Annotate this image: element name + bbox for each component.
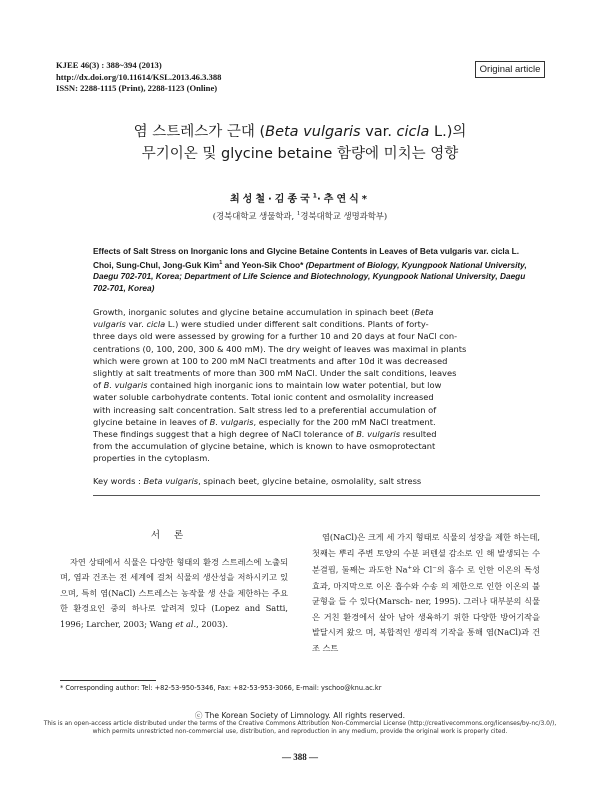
abstract-line: properties in the cytoplasm. [93, 453, 210, 464]
english-title-block [93, 246, 540, 294]
body-text: 남아 생육하기 위한 다양한 방어기작을 발달시켜 왔으 [312, 611, 540, 638]
body-text: (Lopez and Satti, 1996; Larcher, 2003; Wang [60, 603, 288, 629]
author-list [60, 190, 540, 205]
abstract-text: resulted [400, 429, 437, 440]
keywords-species: Beta vulgaris [143, 476, 199, 486]
abstract-line: three days old were assessed by growing for a further 10 and 20 days at four NaCl con- [93, 331, 458, 342]
author-name: 최성철 [230, 194, 268, 205]
affiliation-marker: 1 [312, 192, 317, 200]
abstract-species: Beta [414, 307, 434, 317]
author-separator: · [267, 194, 275, 205]
corresponding-author-footnote: * Corresponding author: Tel: +82-53-950-5346, Fax: +82-53-953-3066, E-mail: yschoo@knu.ac.kr [60, 684, 382, 692]
license-block [0, 712, 600, 737]
body-text: 자연 상태에서 식물은 다양한 형태의 환경 스트레스에 [70, 557, 262, 567]
affiliation-text: 경북대학교 생명과학부) [300, 211, 388, 221]
body-text: 해 발생되는 수분결핍, 둘째는 과도한 Na [312, 547, 540, 575]
body-text: 산을 제한하는 주요한 환경요인 중의 하나로 알려져 있다 [60, 587, 288, 614]
abstract-text: , especially for the 200 mM NaCl treatment. [253, 416, 436, 427]
affiliation-text: (경북대학교 생물학과, [212, 211, 297, 221]
abstract-species: B. vulgaris [209, 416, 254, 427]
article-type-badge: Original article [475, 61, 545, 78]
abstract-line: with increasing salt concentration. Salt stress led to a preferential accumulation of [93, 404, 437, 415]
abstract-text: Growth, inorganic solutes and glycine betaine accumulation in spinach beet ( [93, 307, 415, 317]
abstract-line: slightly at salt treatments of more than 300 mM NaCl. Under the salt conditions, leaves [93, 368, 457, 379]
body-text: 의 제한으로 인한 이온의 불균형을 들 수 있다(Marsch- [312, 580, 540, 607]
body-text: , 2003). [196, 618, 228, 629]
journal-doi[interactable]: http://dx.doi.org/10.11614/KSL.2013.46.3.388 [56, 71, 222, 82]
body-text: 노출되며, 염과 건조는 전 세계에 걸쳐 식물의 생산성을 [60, 557, 288, 583]
page-number: — 388 — [282, 752, 318, 762]
affiliation-marker: 1 [219, 259, 223, 266]
keywords [93, 476, 540, 486]
author-name: 김종국 [274, 194, 313, 205]
abstract-text: L.) were studied under different salt conditions. Plants of forty- [165, 319, 429, 330]
ion-charge: − [432, 565, 437, 572]
abstract-text: var. [125, 319, 147, 330]
english-affiliation: (Department of Biology, Kyungpook National University, Daegu 702-701, Korea; [93, 259, 527, 281]
copyright-notice: ⓒ The Korean Society of Limnology. All rights reserved. [194, 711, 406, 720]
body-column-left [60, 555, 288, 632]
abstract-line: from the accumulation of glycine betaine, which is known to have osmoprotectant [93, 441, 436, 452]
abstract-species: B. vulgaris [103, 380, 148, 391]
abstract-species: vulgaris [93, 319, 126, 330]
journal-citation: KJEE 46(3) : 388~394 (2013) [56, 60, 162, 70]
abstract-text: contained high inorganic ions to maintain low water potential, but low [147, 380, 442, 391]
title-text: 염 스트레스가 근대 ( [133, 124, 266, 140]
license-text: This is an open-access article distributed under the terms of the Creative Commons Attribution Non-Commercial License (http://creativecommons.org/licenses/by-nc/3.0/), [43, 720, 557, 728]
footnote-divider [60, 680, 156, 681]
abstract-species: B. vulgaris [356, 429, 401, 440]
title-species: Beta vulgaris [265, 124, 361, 140]
author-name: 추연식* [323, 194, 370, 205]
keywords-label: Key words : [93, 476, 144, 486]
affiliation-marker: 1 [296, 211, 301, 218]
body-text: 며, 복합적인 생리적 기작을 통해 염(NaCl)과 건조 스트 [312, 627, 540, 653]
author-separator: · [316, 194, 324, 205]
abstract-line: which were grown at 100 to 200 mM NaCl treatments and after 10d it was decreased [93, 355, 448, 366]
license-text: which permits unrestricted non-commercial use, distribution, and reproduction in any medium, provide the original work is properly cited. [92, 728, 508, 736]
keywords-list: , spinach beet, glycine betaine, osmolality, salt stress [198, 476, 422, 486]
title-text: var. [360, 124, 397, 140]
abstract-species: cicla [146, 319, 166, 330]
english-authors: Choi, Sung-Chul, Jong-Guk Kim [93, 259, 220, 270]
body-text: 저하시키고 있으며, 특히 염(NaCl) 스트레스는 농작물 생 [60, 572, 288, 598]
journal-info [56, 60, 221, 95]
paper-title [60, 121, 540, 165]
title-text: L.)의 [429, 124, 467, 140]
body-text: 하는데, 첫째는 뿌리 주변 토양의 수분 퍼텐셜 감소로 인 [312, 532, 540, 558]
body-italic: et al. [175, 618, 197, 629]
section-heading: 서론 [150, 530, 198, 541]
title-line-2: 무기이온 및 glycine betaine 함량에 미치는 영향 [141, 146, 459, 162]
body-text: 로 인한 이온의 독성효과, 마지막으로 이온 흡수와 수송 [312, 564, 540, 591]
english-title: Effects of Salt Stress on Inorganic Ions and Glycine Betaine Contents in Leaves of Beta vulgaris var. cicla L. [93, 246, 520, 256]
english-affiliation: Department of Life Science and Biotechnology, Kyungpook National University, Daegu 702-701, Korea) [93, 270, 526, 293]
abstract-text: glycine betaine in leaves of [93, 416, 210, 427]
ion-charge: + [407, 565, 413, 572]
english-authors: and Yeon-Sik Choo* [222, 259, 304, 270]
body-text: 염(NaCl)은 크게 세 가지 형태로 식물의 성장을 제한 [322, 532, 511, 542]
keywords-divider [93, 495, 540, 496]
abstract-text: of [93, 380, 104, 391]
journal-issn: ISSN: 2288-1115 (Print), 2288-1123 (Online) [56, 83, 218, 93]
body-column-right [312, 530, 540, 656]
abstract-text: These findings suggest that a high degree of NaCl tolerance of [93, 429, 357, 440]
body-text: ner, 1995). 그러나 대부분의 식물은 거친 환경에서 살아 [312, 596, 540, 622]
abstract-line: water soluble carbohydrate contents. Total ionic content and osmolality increased [93, 392, 434, 403]
body-text: 의 흡수 [436, 564, 464, 575]
title-species: cicla [396, 124, 430, 140]
body-text: 와 Cl [412, 564, 433, 575]
abstract [93, 306, 540, 465]
abstract-line: centrations (0, 100, 200, 300 & 400 mM). The dry weight of leaves was maximal in plants [93, 343, 467, 354]
affiliation [60, 210, 540, 222]
